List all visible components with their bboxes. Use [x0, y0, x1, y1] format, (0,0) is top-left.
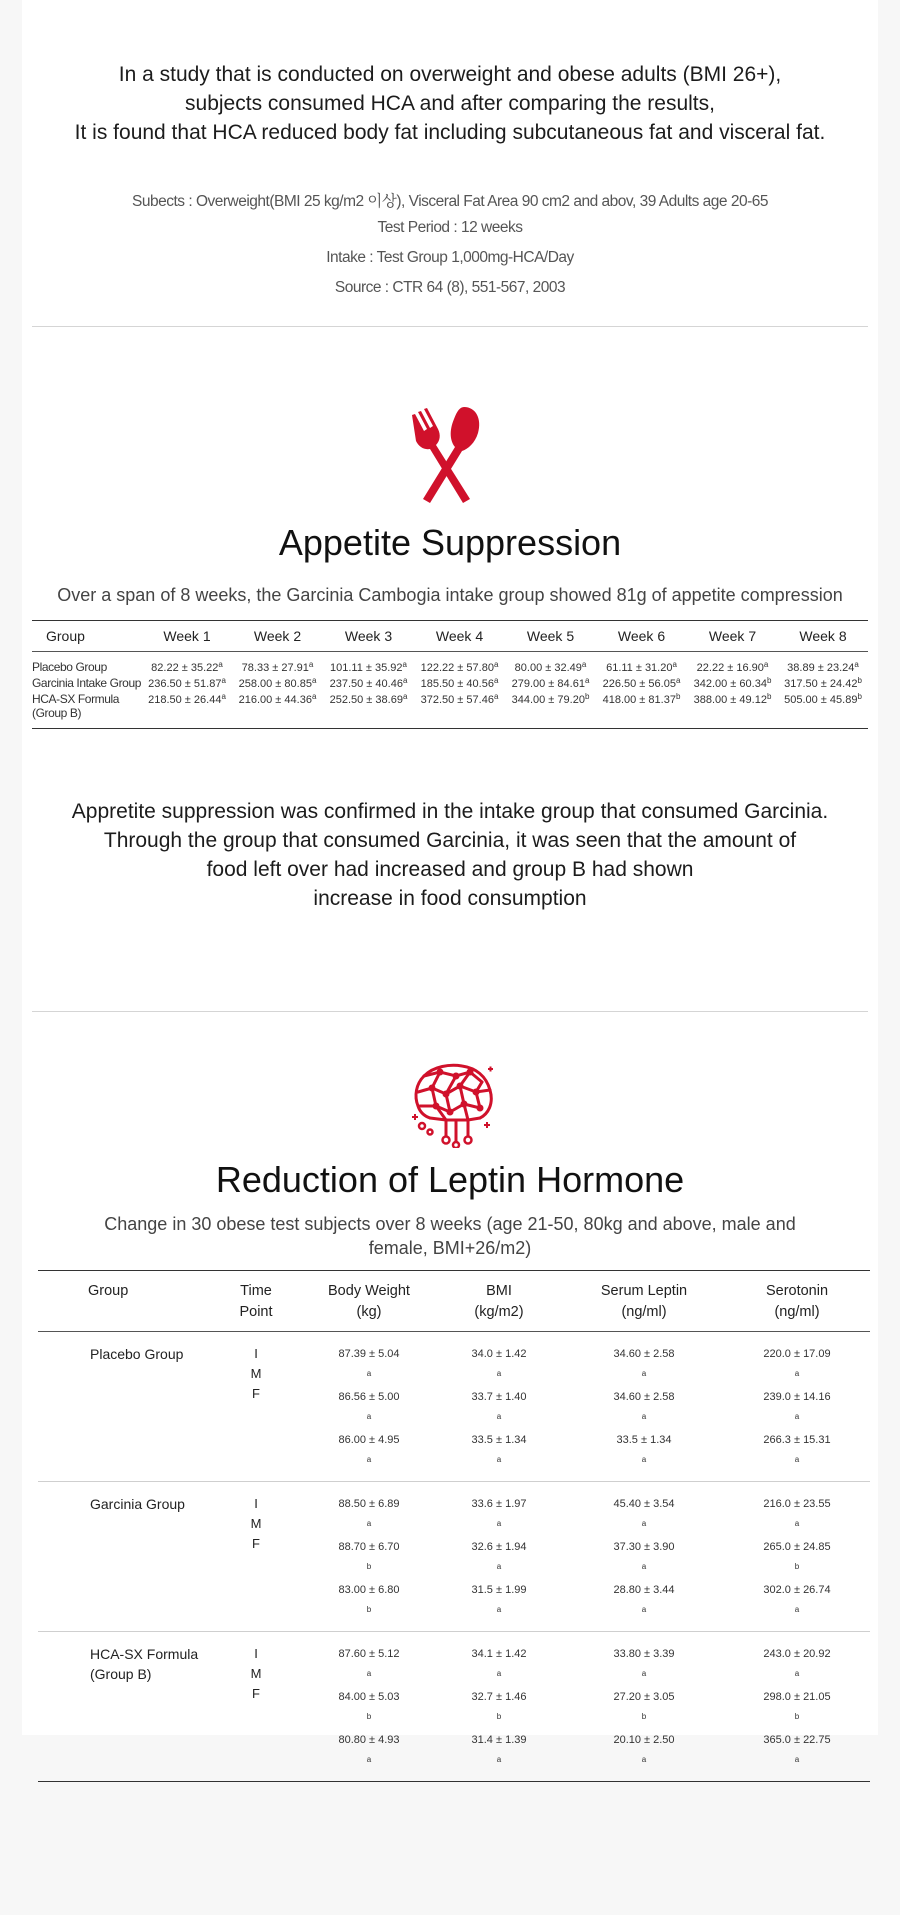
- col-header: Group: [88, 1283, 129, 1299]
- group-name: Garcinia Intake Group: [32, 676, 141, 690]
- study-source: Source : CTR 64 (8), 551-567, 2003: [334, 279, 566, 296]
- table-cell: 78.33 ± 27.91$^a$: [241, 660, 314, 674]
- table-cell: 101.11 ± 35.92$^a$: [330, 660, 407, 674]
- col-header: Week 3: [344, 628, 393, 644]
- body-weight-cells: 87.39 ± 5.04 $^a$ 86.56 ± 5.00 $^a$ 86.00 ± 4.95 $^a$: [338, 1348, 400, 1464]
- group-name: Placebo Group: [90, 1346, 184, 1362]
- col-header: Serotonin (ng/ml): [765, 1283, 829, 1320]
- col-header: Week 4: [435, 628, 484, 644]
- table-cell: 418.00 ± 81.37$^b$: [602, 692, 681, 706]
- table-cell: 237.50 ± 40.46$^a$: [329, 676, 408, 690]
- serotonin-cells: 216.0 ± 23.55 $^a$ 265.0 ± 24.85 $^b$ 302.0 ± 26.74 $^a$: [763, 1498, 831, 1614]
- table-cell: 317.50 ± 24.42$^b$: [784, 676, 862, 690]
- intro-line: In a study that is conducted on overweight and obese adults (BMI 26+),: [118, 63, 782, 86]
- table-cell: 236.50 ± 51.87$^a$: [148, 676, 226, 690]
- table-row: [38, 1632, 870, 1782]
- table-cell: 258.00 ± 80.85$^a$: [238, 676, 317, 690]
- table-cell: 252.50 ± 38.69$^a$: [329, 692, 408, 706]
- table-cell: 218.50 ± 26.44$^a$: [148, 692, 226, 706]
- table-row: [32, 675, 868, 691]
- table-cell: 279.00 ± 84.61$^a$: [511, 676, 590, 690]
- intro-text: [22, 60, 878, 147]
- group-name: Garcinia Group: [90, 1496, 185, 1512]
- col-header: Week 7: [708, 628, 757, 644]
- table-cell: 185.50 ± 40.56$^a$: [420, 676, 499, 690]
- table-row: [38, 1482, 870, 1632]
- paragraph-line: Through the group that consumed Garcinia, it was seen that the amount of: [103, 829, 797, 852]
- serotonin-cells: 243.0 ± 20.92 $^a$ 298.0 ± 21.05 $^b$ 365.0 ± 22.75 $^a$: [763, 1648, 831, 1764]
- table-row: [38, 1332, 870, 1482]
- table-cell: 38.89 ± 23.24$^a$: [787, 660, 859, 674]
- col-header: Time Point: [239, 1283, 273, 1320]
- table-cell: 226.50 ± 56.05$^a$: [602, 676, 681, 690]
- serum-leptin-cells: 45.40 ± 3.54 $^a$ 37.30 ± 3.90 $^a$ 28.80 ± 3.44 $^a$: [613, 1498, 675, 1614]
- col-header: Week 1: [163, 628, 211, 644]
- leptin-title: Reduction of Leptin Hormone: [215, 1159, 685, 1200]
- table-cell: 80.00 ± 32.49$^a$: [514, 660, 587, 674]
- table-cell: 82.22 ± 35.22$^a$: [151, 660, 223, 674]
- content-card: [22, 0, 878, 1764]
- paragraph-line: Appretite suppression was confirmed in the intake group that consumed Garcinia.: [71, 800, 829, 823]
- appetite-table: [32, 620, 868, 729]
- bmi-cells: 34.1 ± 1.42 $^a$ 32.7 ± 1.46 $^b$ 31.4 ± 1.39 $^a$: [471, 1648, 527, 1764]
- bmi-cells: 33.6 ± 1.97 $^a$ 32.6 ± 1.94 $^a$ 31.5 ± 1.99 $^a$: [471, 1498, 527, 1614]
- study-subjects: Subects : Overweight(BMI 25 kg/m2 이상), Visceral Fat Area 90 cm2 and abov, 39 Adults age 20-65: [132, 193, 768, 210]
- serum-leptin-cells: 33.80 ± 3.39 $^a$ 27.20 ± 3.05 $^b$ 20.10 ± 2.50 $^a$: [613, 1648, 675, 1764]
- subtitle-line: female, BMI+26/m2): [368, 1238, 532, 1258]
- bmi-cells: 34.0 ± 1.42 $^a$ 33.7 ± 1.40 $^a$ 33.5 ± 1.34 $^a$: [471, 1348, 527, 1464]
- table-cell: 344.00 ± 79.20$^b$: [511, 692, 590, 706]
- section-divider: [32, 326, 868, 327]
- table-row: [32, 652, 868, 676]
- group-name: HCA-SX Formula (Group B): [90, 1646, 199, 1682]
- col-header: Week 6: [617, 628, 666, 644]
- table-cell: 216.00 ± 44.36$^a$: [238, 692, 317, 706]
- leptin-subtitle: [22, 1212, 878, 1260]
- col-header: Week 5: [526, 628, 575, 644]
- subtitle-line: Change in 30 obese test subjects over 8 weeks (age 21-50, 80kg and above, male and: [104, 1214, 796, 1234]
- fork-spoon-icon: [410, 405, 490, 505]
- intro-line: subjects consumed HCA and after comparing the results,: [185, 92, 715, 115]
- time-points: I M F: [250, 1346, 262, 1401]
- table-cell: 505.00 ± 45.89$^b$: [784, 692, 862, 706]
- appetite-table-header: [32, 621, 868, 652]
- study-intake: Intake : Test Group 1,000mg-HCA/Day: [326, 249, 574, 266]
- leptin-table: [38, 1270, 870, 1782]
- table-row: [32, 691, 868, 729]
- col-header: Serum Leptin (ng/ml): [600, 1283, 688, 1320]
- group-name: Placebo Group: [32, 660, 107, 674]
- time-points: I M F: [250, 1496, 262, 1551]
- body-weight-cells: 88.50 ± 6.89 $^a$ 88.70 ± 6.70 $^b$ 83.00 ± 6.80 $^b$: [338, 1498, 400, 1614]
- table-cell: 22.22 ± 16.90$^a$: [696, 660, 769, 674]
- brain-network-icon: [410, 1062, 494, 1148]
- table-cell: 61.11 ± 31.20$^a$: [606, 660, 677, 674]
- serotonin-cells: 220.0 ± 17.09 $^a$ 239.0 ± 14.16 $^a$ 266.3 ± 15.31 $^a$: [763, 1348, 831, 1464]
- paragraph-line: increase in food consumption: [313, 887, 587, 910]
- appetite-title: Appetite Suppression: [278, 522, 622, 563]
- time-points: I M F: [250, 1646, 262, 1701]
- intro-line: It is found that HCA reduced body fat including subcutaneous fat and visceral fat.: [74, 121, 826, 144]
- table-cell: 372.50 ± 57.46$^a$: [420, 692, 499, 706]
- appetite-paragraph: [22, 797, 878, 913]
- body-weight-cells: 87.60 ± 5.12 $^a$ 84.00 ± 5.03 $^b$ 80.80 ± 4.93 $^a$: [338, 1648, 400, 1764]
- col-header: BMI (kg/m2): [474, 1283, 524, 1320]
- col-header: Body Weight (kg): [328, 1283, 410, 1320]
- table-cell: 342.00 ± 60.34$^b$: [693, 676, 772, 690]
- appetite-subtitle: Over a span of 8 weeks, the Garcinia Cambogia intake group showed 81g of appetite compression: [57, 585, 843, 605]
- col-header: Week 8: [799, 628, 847, 644]
- table-cell: 388.00 ± 49.12$^b$: [693, 692, 772, 706]
- col-header: Group: [46, 628, 85, 644]
- col-header: Week 2: [253, 628, 302, 644]
- table-cell: 122.22 ± 57.80$^a$: [420, 660, 499, 674]
- section-divider: [32, 1011, 868, 1012]
- leptin-table-header: [38, 1271, 870, 1332]
- group-name: HCA-SX Formula (Group B): [32, 692, 120, 720]
- paragraph-line: food left over had increased and group B had shown: [206, 858, 694, 881]
- serum-leptin-cells: 34.60 ± 2.58 $^a$ 34.60 ± 2.58 $^a$ 33.5 ± 1.34 $^a$: [613, 1348, 675, 1464]
- study-period: Test Period : 12 weeks: [377, 219, 523, 236]
